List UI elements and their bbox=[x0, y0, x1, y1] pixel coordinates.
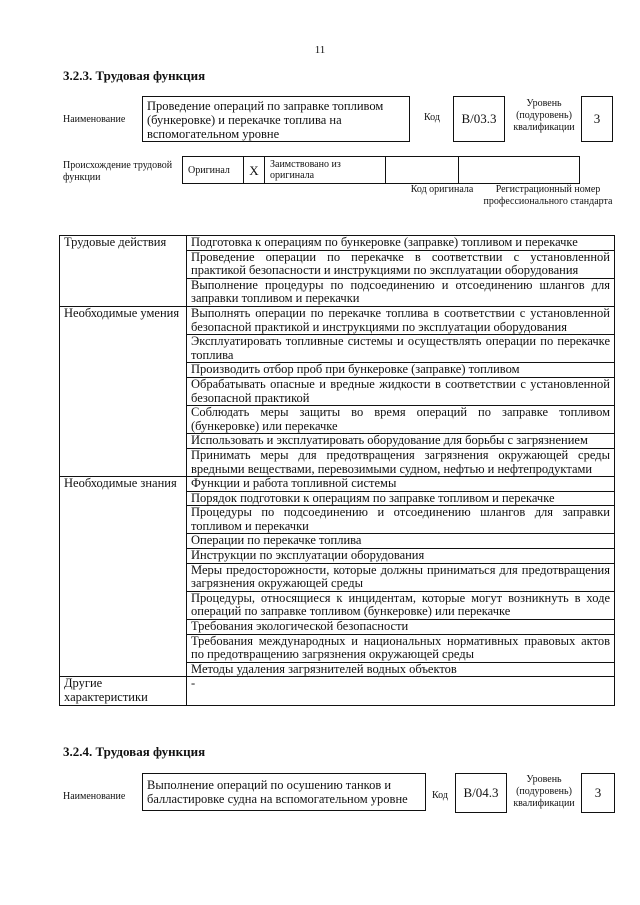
item-cell: Меры предосторожности, которые должны приниматься для предотвращения загрязнения окружающей среды bbox=[187, 563, 615, 591]
table-row bbox=[60, 477, 615, 492]
page-number: 11 bbox=[314, 44, 326, 56]
name-label-2: Наименование bbox=[63, 791, 126, 802]
item-cell: Подготовка к операциям по бункеровке (заправке) топливом и перекачке bbox=[187, 236, 615, 251]
item-cell: Использовать и эксплуатировать оборудование для борьбы с загрязнением bbox=[187, 434, 615, 449]
item-cell: Методы удаления загрязнителей водных объектов bbox=[187, 662, 615, 677]
level-label-2: Уровень (подуровень) квалификации bbox=[513, 774, 575, 809]
level-value-box: 3 bbox=[581, 96, 613, 142]
level-label: Уровень (подуровень) квалификации bbox=[513, 98, 575, 133]
section-title-2: 3.2.4. Трудовая функция bbox=[63, 744, 206, 759]
level-value-box-2: 3 bbox=[581, 773, 615, 813]
code-label: Код bbox=[424, 112, 440, 123]
origin-table bbox=[182, 156, 580, 184]
function-name-box-2: Выполнение операций по осушению танков и балластировке судна на вспомогательном уровне bbox=[142, 773, 426, 811]
origin-label: Происхождение трудовой функции bbox=[63, 160, 173, 183]
item-cell: Обрабатывать опасные и вредные жидкости в соответствии с установленной безопасной практикой bbox=[187, 377, 615, 405]
item-cell: Производить отбор проб при бункеровке (заправке) топливом bbox=[187, 363, 615, 378]
category-cell: Необходимые знания bbox=[60, 477, 187, 677]
code-value-box: B/03.3 bbox=[453, 96, 505, 142]
item-cell: Требования международных и национальных нормативных правовых актов по предотвращению загрязнения окружающей среды bbox=[187, 634, 615, 662]
category-cell: Трудовые действия bbox=[60, 236, 187, 307]
item-cell: Выполнять операции по перекачке топлива в соответствии с установленной безопасной практикой и инструкциями по эксплуатации оборудования bbox=[187, 306, 615, 334]
code-original-cell bbox=[386, 157, 459, 184]
code-original-caption: Код оригинала bbox=[410, 184, 474, 195]
name-label: Наименование bbox=[63, 114, 126, 125]
item-cell: Эксплуатировать топливные системы и осуществлять операции по перекачке топлива bbox=[187, 335, 615, 363]
reg-number-caption: Регистрационный номер профессионального стандарта bbox=[483, 184, 613, 207]
category-cell: Необходимые умения bbox=[60, 306, 187, 476]
borrowed-label: Заимствовано из оригинала bbox=[265, 157, 386, 184]
original-mark: X bbox=[244, 157, 265, 184]
item-cell: Требования экологической безопасности bbox=[187, 620, 615, 635]
code-label-2: Код bbox=[432, 790, 448, 801]
category-cell: Другие характеристики bbox=[60, 677, 187, 705]
item-cell: Порядок подготовки к операциям по заправке топливом и перекачке bbox=[187, 491, 615, 506]
code-value-box-2: B/04.3 bbox=[455, 773, 507, 813]
item-cell: Операции по перекачке топлива bbox=[187, 534, 615, 549]
item-cell: Принимать меры для предотвращения загрязнения окружающей среды вредными веществами, перевозимыми судном, нефтью и нефтепродуктами bbox=[187, 448, 615, 476]
table-row bbox=[60, 306, 615, 334]
function-name-box: Проведение операций по заправке топливом (бункеровке) и перекачке топлива на вспомогательном уровне bbox=[142, 96, 410, 142]
table-row bbox=[60, 677, 615, 705]
original-label: Оригинал bbox=[183, 157, 244, 184]
section-title: 3.2.3. Трудовая функция bbox=[63, 68, 206, 83]
labor-function-table bbox=[59, 235, 615, 706]
item-cell: Соблюдать меры защиты во время операций по заправке топливом (бункеровке) или перекачке bbox=[187, 406, 615, 434]
item-cell: Процедуры, относящиеся к инцидентам, которые могут возникнуть в ходе операций по заправке топливом (бункеровке) или перекачке bbox=[187, 591, 615, 619]
item-cell: Процедуры по подсоединению и отсоединению шлангов для заправки топливом и перекачки bbox=[187, 506, 615, 534]
item-cell: Инструкции по эксплуатации оборудования bbox=[187, 549, 615, 564]
item-cell: Выполнение процедуры по подсоединению и отсоединению шлангов для заправки топливом и перекачки bbox=[187, 278, 615, 306]
table-row bbox=[60, 236, 615, 251]
item-cell: Функции и работа топливной системы bbox=[187, 477, 615, 492]
item-cell: - bbox=[187, 677, 615, 705]
item-cell: Проведение операции по перекачке в соответствии с установленной практикой безопасности и инструкциями по эксплуатации оборудования bbox=[187, 250, 615, 278]
reg-number-cell bbox=[459, 157, 580, 184]
